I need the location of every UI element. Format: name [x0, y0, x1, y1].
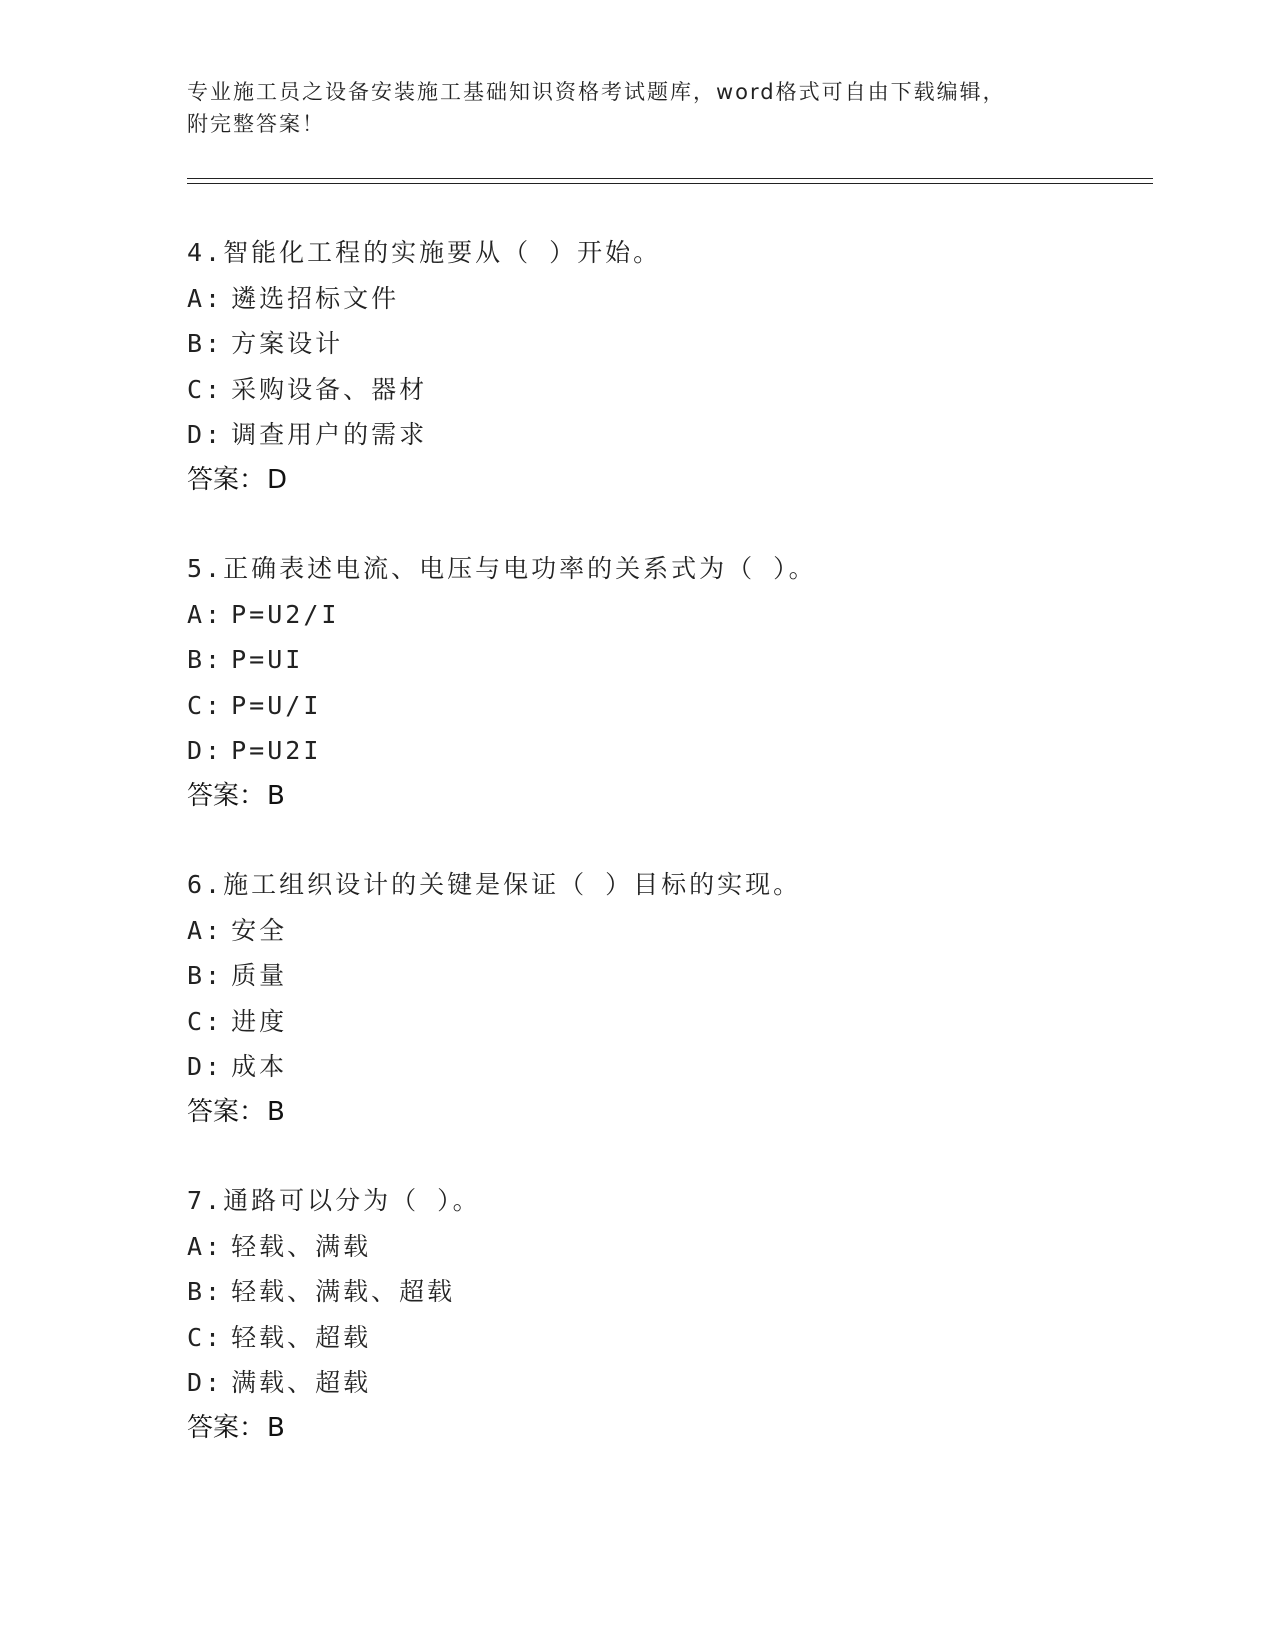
option-letter: D:	[187, 1052, 224, 1081]
option-text: 轻载、满载	[231, 1231, 372, 1261]
option-text: 遴选招标文件	[231, 283, 400, 313]
header-line-1: 专业施工员之设备安装施工基础知识资格考试题库，word格式可自由下载编辑，	[187, 80, 1006, 104]
option-b	[187, 1269, 1137, 1315]
answer-value: B	[267, 1412, 285, 1443]
option-letter: C:	[187, 1006, 224, 1036]
option-letter: B:	[187, 645, 224, 674]
option-letter: A:	[187, 1231, 224, 1261]
option-d	[187, 1044, 1137, 1090]
option-text: 满载、超载	[231, 1368, 372, 1397]
option-letter: A:	[187, 915, 224, 945]
answer-value: D	[267, 464, 288, 495]
header-line-2: 附完整答案！	[187, 112, 325, 136]
option-text: P=U/I	[231, 690, 322, 720]
option-letter: B:	[187, 1277, 224, 1306]
option-a	[187, 908, 1137, 954]
question-block	[187, 230, 1137, 503]
option-text: 成本	[231, 1052, 288, 1081]
question-block	[187, 546, 1137, 819]
question-stem: 4.智能化工程的实施要从（ ）开始。	[187, 238, 662, 267]
option-letter: C:	[187, 374, 224, 404]
option-c	[187, 999, 1137, 1045]
document-header	[187, 76, 1087, 140]
option-text: 方案设计	[231, 329, 344, 358]
option-letter: C:	[187, 690, 224, 720]
answer-value: B	[267, 780, 285, 811]
option-a	[187, 276, 1137, 322]
option-b	[187, 953, 1137, 999]
option-text: 安全	[231, 915, 288, 945]
option-d	[187, 412, 1137, 458]
header-divider-top	[187, 178, 1153, 179]
question-stem: 6.施工组织设计的关键是保证（ ）目标的实现。	[187, 870, 802, 899]
option-b	[187, 321, 1137, 367]
option-d	[187, 728, 1137, 774]
option-b	[187, 637, 1137, 683]
option-a	[187, 592, 1137, 638]
option-text: P=UI	[231, 645, 304, 674]
option-letter: B:	[187, 961, 224, 990]
option-text: 调查用户的需求	[231, 420, 428, 449]
option-letter: C:	[187, 1322, 224, 1352]
answer-value: B	[267, 1096, 285, 1127]
option-letter: B:	[187, 329, 224, 358]
option-letter: A:	[187, 283, 224, 313]
answer-line	[187, 1090, 1137, 1135]
option-letter: A:	[187, 599, 224, 629]
answer-label: 答案：	[187, 1412, 266, 1443]
answer-line	[187, 1406, 1137, 1451]
question-block	[187, 1178, 1137, 1451]
question-stem: 5.正确表述电流、电压与电功率的关系式为（ ）。	[187, 554, 817, 583]
option-text: P=U2/I	[231, 599, 340, 629]
option-a	[187, 1224, 1137, 1270]
option-c	[187, 1315, 1137, 1361]
option-c	[187, 683, 1137, 729]
answer-line	[187, 774, 1137, 819]
option-text: P=U2I	[231, 736, 322, 765]
option-c	[187, 367, 1137, 413]
question-block	[187, 862, 1137, 1135]
option-text: 轻载、超载	[231, 1322, 372, 1352]
option-letter: D:	[187, 1368, 224, 1397]
answer-line	[187, 458, 1137, 503]
option-text: 质量	[231, 961, 288, 990]
option-text: 轻载、满载、超载	[231, 1277, 456, 1306]
option-text: 进度	[231, 1006, 288, 1036]
question-stem: 7.通路可以分为（ ）。	[187, 1186, 481, 1215]
header-divider-bottom	[187, 183, 1153, 184]
answer-label: 答案：	[187, 464, 266, 495]
option-d	[187, 1360, 1137, 1406]
answer-label: 答案：	[187, 780, 266, 811]
option-letter: D:	[187, 420, 224, 449]
answer-label: 答案：	[187, 1096, 266, 1127]
option-letter: D:	[187, 736, 224, 765]
option-text: 采购设备、器材	[231, 374, 428, 404]
